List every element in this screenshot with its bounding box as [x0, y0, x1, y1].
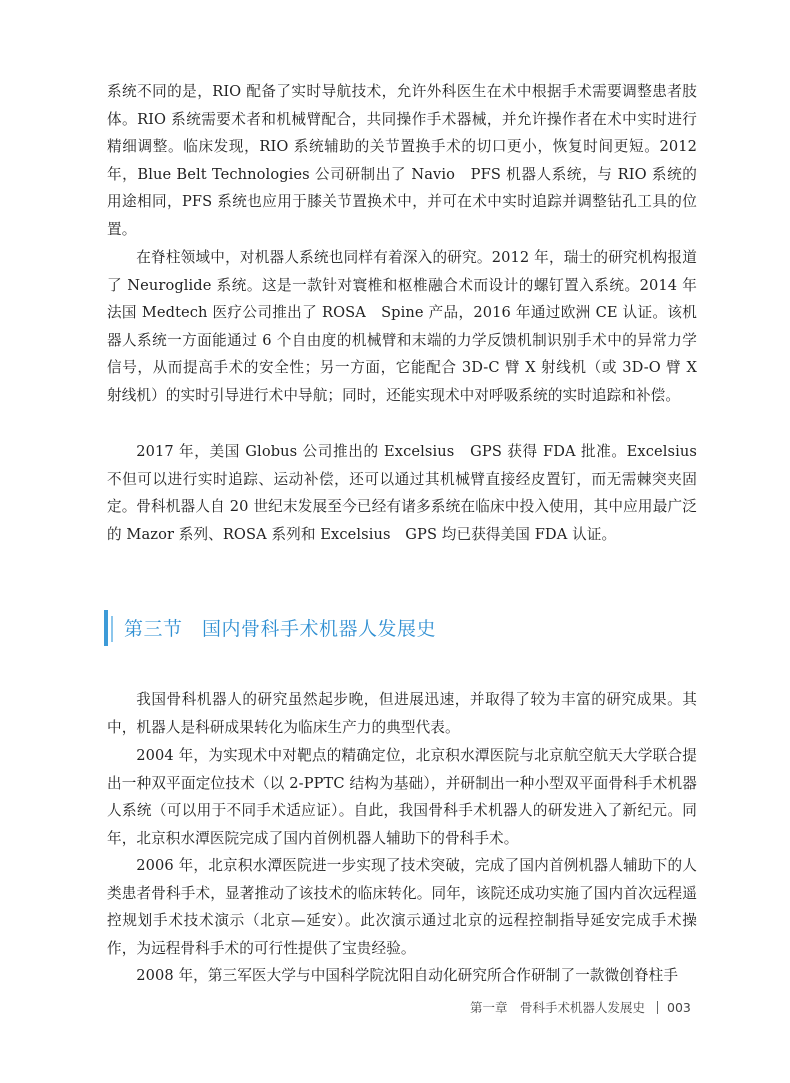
body-paragraph: 系统不同的是，RIO 配备了实时导航技术，允许外科医生在术中根据手术需要调整患者肢体。RIO 系统需要术者和机械臂配合，共同操作手术器械，并允许操作者在术中实时进行精细调整。临床发现，RIO 系统辅助的关节置换手术的切口更小，恢复时间更短。2012 年，Blue Belt Technologies 公司研制出了 Navio PFS 机器人系统，与 RIO 系统的用途相同，PFS 系统也应用于膝关节置换术中，并可在术中实时追踪并调整钻孔工具的位置。	[107, 83, 697, 238]
body-paragraph: 骨科机器人自 20 世纪末发展至今已经有诸多系统在临床中投入使用，其中应用最广泛的 Mazor 系列、ROSA 系列和 Excelsius GPS 均已获得美国 FDA 认证。	[107, 498, 697, 543]
body-paragraph: 我国骨科机器人的研究虽然起步晚，但进展迅速，并取得了较为丰富的研究成果。其中，机器人是科研成果转化为临床生产力的典型代表。	[107, 691, 697, 736]
body-paragraph: 2017 年，美国 Globus 公司推出的 Excelsius GPS 获得 FDA 批准。Excelsius 不但可以进行实时追踪、运动补偿，还可以通过其机械臂直接经皮置钉，而无需棘突夹固定。	[107, 443, 697, 516]
heading-accent-bar	[104, 610, 108, 646]
body-paragraph: 2006 年，北京积水潭医院进一步实现了技术突破，完成了国内首例机器人辅助下的人类患者骨科手术，显著推动了该技术的临床转化。同年，该院还成功实施了国内首次远程遥控规划手术技术演示（北京—延安）。此次演示通过北京的远程控制指导延安完成手术操作，为远程骨科手术的可行性提供了宝贵经验。	[107, 857, 697, 957]
body-paragraph: 2008 年，第三军医大学与中国科学院沈阳自动化研究所合作研制了一款微创脊柱手	[136, 967, 679, 984]
body-paragraph: 在脊柱领域中，对机器人系统也同样有着深入的研究。2012 年，瑞士的研究机构报道了 Neuroglide 系统。这是一款针对寰椎和枢椎融合术而设计的螺钉置入系统。2014 年法国 Medtech 医疗公司推出了 ROSA Spine 产品，2016 年通过欧洲 CE 认证。该机器人系统一方面能通过 6 个自由度的机械臂和末端的力学反馈机制识别手术中的异常力学信号，从而提高手术的安全性；另一方面，它能配合 3D-C 臂 X 射线机（或 3D-O 臂 X 射线机）的实时引导进行术中导航；同时，还能实现术中对呼吸系统的实时追踪和补偿。	[107, 249, 697, 404]
page-number: 003	[667, 1000, 691, 1015]
page-footer	[470, 998, 710, 1016]
body-paragraph: 2004 年，为实现术中对靶点的精确定位，北京积水潭医院与北京航空航天大学联合提出一种双平面定位技术（以 2-PPTC 结构为基础），并研制出一种小型双平面骨科手术机器人系统（可以用于不同手术适应证）。自此，我国骨科手术机器人的研发进入了新纪元。同年，北京积水潭医院完成了国内首例机器人辅助下的骨科手术。	[107, 747, 697, 847]
footer-separator	[657, 1001, 658, 1014]
footer-chapter-title: 第一章 骨科手术机器人发展史	[470, 1000, 646, 1015]
section-title: 第三节 国内骨科手术机器人发展史	[124, 618, 437, 640]
section-heading	[104, 606, 704, 650]
heading-accent-bar-secondary	[111, 616, 113, 642]
